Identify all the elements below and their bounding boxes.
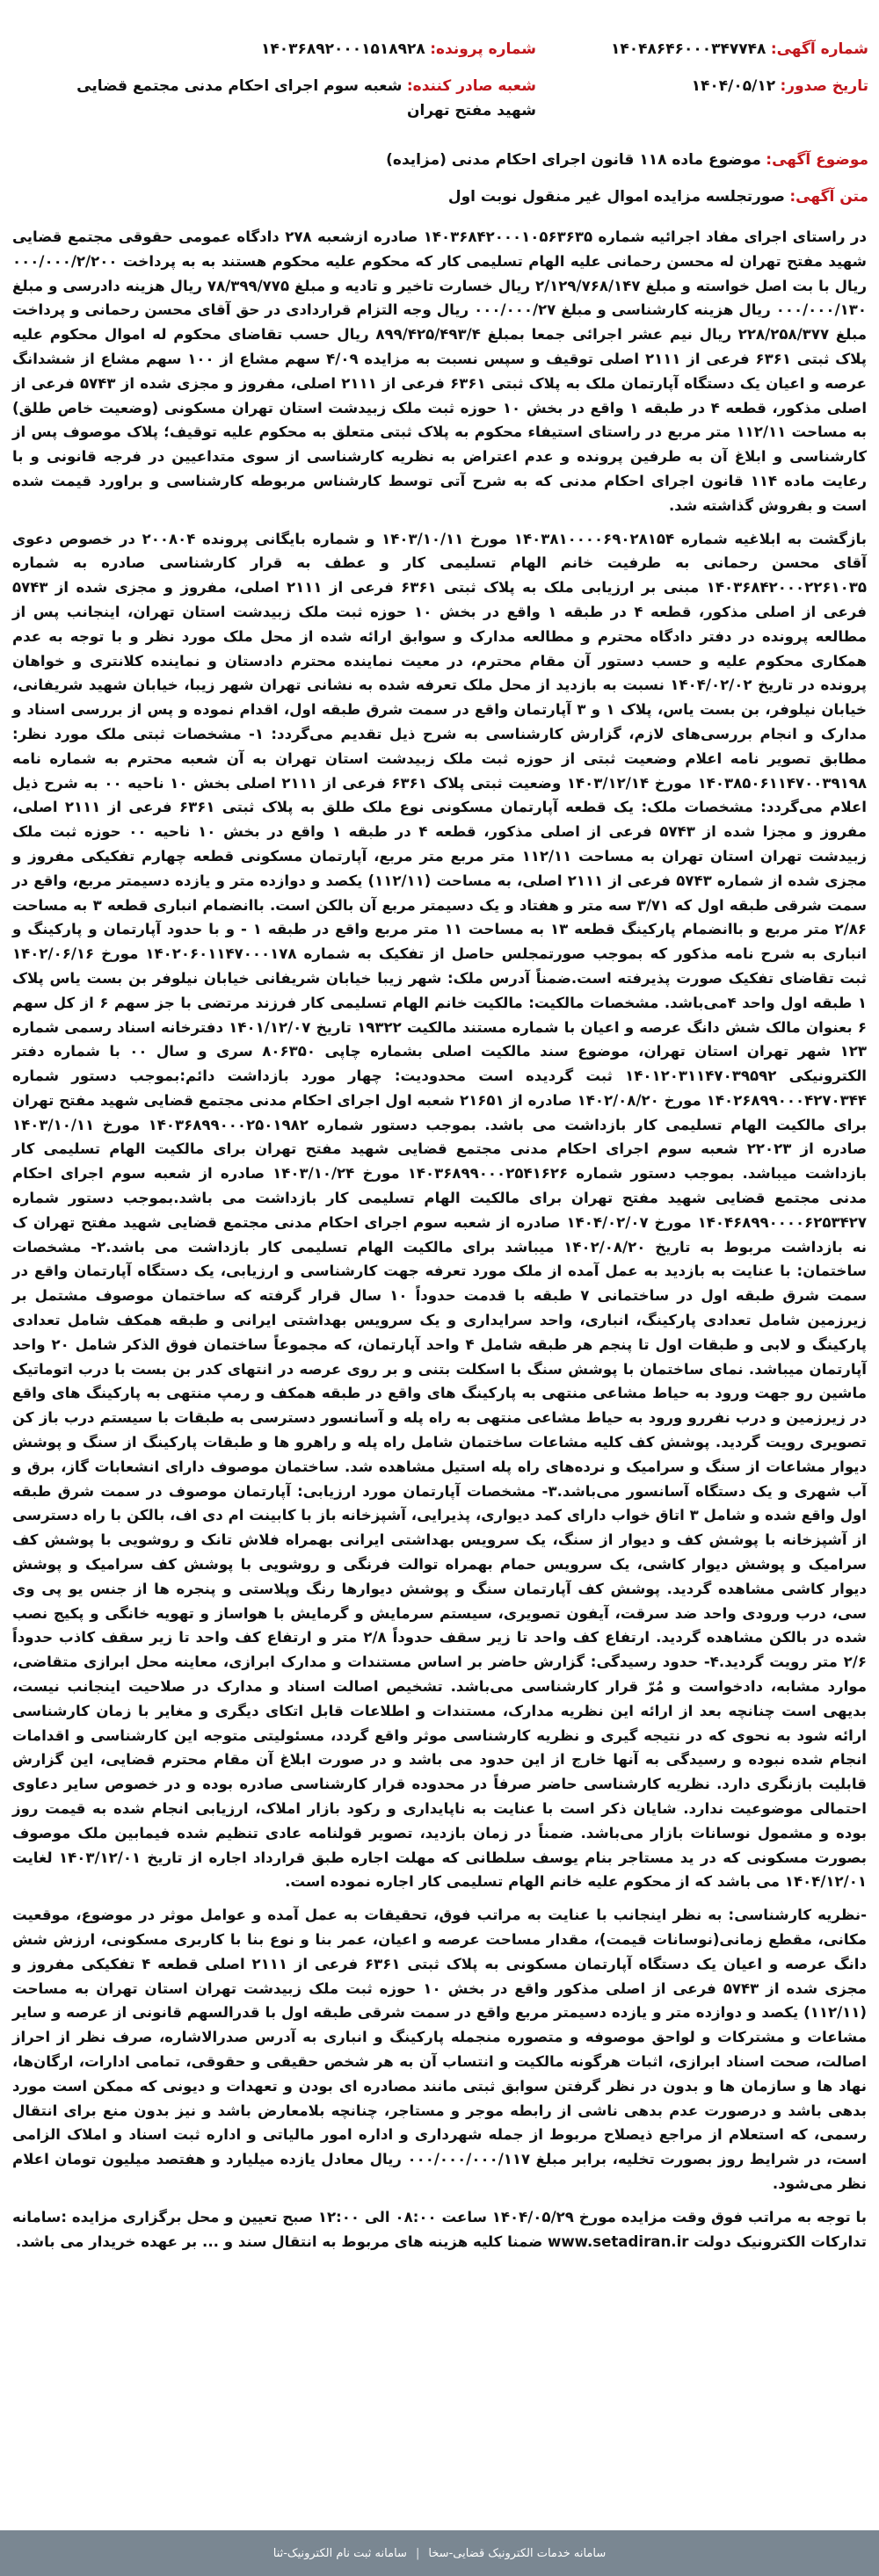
- subject-label: موضوع آگهی:: [766, 151, 868, 169]
- footer-link-sana[interactable]: سامانه ثبت نام الکترونیک-ثنا: [272, 2546, 407, 2560]
- issue-date-row: [692, 74, 868, 98]
- text-label: متن آگهی:: [789, 188, 868, 206]
- paragraph-enforcement: در راستای اجرای مفاد اجرائیه شماره ۱۴۰۳۶۸۴۲۰۰۰۱۰۵۶۳۶۳۵ صادره ازشعبه ۲۷۸ دادگاه عمومی حقوقی مجتمع قضایی شهید مفتح تهران له محسن رحمانی علیه الهام تسلیمی کار که محکوم علیه محکوم هستند به به پرداخت ۰۰۰/۰۰۰/۲/۲۰۰ ریال با بت اصل خواسته و مبلغ ۲/۱۲۹/۷۶۸/۱۴۷ ریال خسارت تاخیر و تادیه و مبلغ ۷۸/۳۹۹/۷۷۵ ریال هزینه دادرسی و مبلغ ۰۰۰/۰۰۰/۱۳۰ ریال هزینه کارشناسی و مبلغ ۰۰۰/۰۰۰/۲۷ ریال وجه التزام قراردادی در حق آقای محسن رحمانی و پرداخت مبلغ ۲۲۸/۲۵۸/۳۷۷ ریال نیم عشر اجرائی جمعا بمبلغ ۸۹۹/۴۲۵/۴۹۳/۴ ریال حسب تقاضای محکوم له اموال محکوم علیه پلاک ثبتی ۶۳۶۱ فرعی از ۲۱۱۱ اصلی توقیف و سپس نسبت به مزایده ۴/۰۹ سهم مشاع از ۱۰۰ سهم مشاع از ششدانگ عرصه و اعیان یک دستگاه آپارتمان ملک به پلاک ثبتی ۶۳۶۱ فرعی از ۲۱۱۱ اصلی، مفروز و مجزی شده از ۵۷۴۳ فرعی از اصلی مذکور، قطعه ۴ در طبقه ۱ واقع در بخش ۱۰ حوزه ثبت ملک زبیدشت استان تهران مسکونی (وضعیت خاص طلق) به مساحت ۱۱۲/۱۱ متر مربع در راستای استیفاء محکوم به پلاک ثبتی متعلق به محکوم علیه توقیف؛ پلاک موصوف پس از کارشناسی و ابلاغ آن به طرفین پرونده و عدم اعتراض به نظریه کارشناسی از سوی متداعیین در فرجه قانونی و با رعایت ماده ۱۱۴ قانون اجرای احکام مدنی که به شرح آتی توسط کارشناس مربوطه کارشناسی و براورد قیمت شده است و بفروش گذاشته شد.: [12, 228, 868, 514]
- text-title: صورتجلسه مزایده اموال غیر منقول نوبت اول: [447, 188, 785, 206]
- paragraph-expert-opinion: -نظریه کارشناسی: به نظر اینجانب با عنایت به مراتب فوق، تحقیقات به عمل آمده و عوامل موثر در موضوع، موقعیت مکانی، مقطع زمانی(نوسانات قیمت)، مقدار مساحت عرصه و اعیان، عمر بنا و نوع بنا با کاربری مسکونی، ارزش شش دانگ عرصه و اعیان یک دستگاه آپارتمان مسکونی به پلاک ثبتی ۶۳۶۱ فرعی از ۲۱۱۱ اصلی قطعه ۴ تفکیکی مفروز و مجزی شده از ۵۷۴۳ فرعی از اصلی مذکور واقع در بخش ۱۰ حوزه ثبت ملک زبیدشت تهران استان تهران به مساحت (۱۱۲/۱۱) یکصد و دوازده متر و یازده دسیمتر مربع واقع در سمت شرقی طبقه اول با قدرالسهم قانونی از عرصه و سایر مشاعات و مشترکات و لواحق موصوفه و متصوره منجمله پارکینگ و انباری به آدرس صدرالاشاره، صرف نظر از احراز اصالت، صحت اسناد ابرازی، اثبات هرگونه مالکیت و انتساب آن به هر شخص حقیقی و حقوقی، تمامی ادارات، ارگان‌ها، نهاد ها و سازمان ها و بدون در نظر گرفتن سوابق ثبتی مانند مصادره ای بودن و تعهدات و دیونی که ممکن است مورد بدهی باشد و درصورت عدم بدهی ناشی از رابطه موجر و مستاجر، چنانچه بلامعارض باشد و نیز بدون منع برای انتقال رسمی، که استعلام از مراجع ذیصلاح مربوط از جمله شهرداری و اداره امور مالیاتی و اداره ثبت اسناد و املاک الزامی است، در شرایط روز بصورت تخلیه، برابر مبلغ ۰۰۰/۰۰۰/۰۰۰/۱۱۷ ریال معادل یازده میلیارد و هفتصد میلیون تومان اعلام نظر می‌شود.: [12, 1907, 867, 2192]
- notice-header: [0, 0, 879, 206]
- issuer-label: شعبه صادر کننده:: [406, 77, 536, 95]
- issue-date-label: تاریخ صدور:: [780, 77, 868, 95]
- footer-bar: [0, 2530, 879, 2576]
- case-number-row: [261, 37, 536, 62]
- case-number-label: شماره پرونده:: [430, 40, 536, 58]
- issue-date-value: ۱۴۰۴/۰۵/۱۲: [691, 77, 776, 95]
- footer-separator: |: [415, 2546, 420, 2560]
- case-number-value: ۱۴۰۳۶۸۹۲۰۰۰۱۵۱۸۹۲۸: [261, 40, 425, 58]
- ad-number-value: ۱۴۰۴۸۶۴۶۰۰۰۳۴۷۷۴۸: [611, 40, 766, 58]
- notice-body: [12, 225, 867, 2262]
- issuer-value: شعبه سوم اجرای احکام مدنی مجتمع قضایی شهید مفتح تهران: [76, 77, 536, 119]
- paragraph-expert-report: بازگشت به ابلاغیه شماره ۱۴۰۳۸۱۰۰۰۰۶۹۰۲۸۱۵۴ مورخ ۱۴۰۳/۱۰/۱۱ و شماره بایگانی پرونده ۲۰۰۸۰۴ در خصوص دعوی آقای محسن رحمانی به طرفیت خانم الهام تسلیمی کار و عطف به قرار کارشناسی صادره به شماره ۱۴۰۳۶۸۴۲۰۰۰۲۲۶۱۰۳۵ مبنی بر ارزیابی ملک به پلاک ثبتی ۶۳۶۱ فرعی از ۲۱۱۱ اصلی، مفروز و مجزی شده از ۵۷۴۳ فرعی از اصلی مذکور، قطعه ۴ در طبقه ۱ واقع در بخش ۱۰ حوزه ثبت ملک زبیدشت استان تهران، اینجانب پس از مطالعه پرونده در دفتر دادگاه محترم و مطالعه مدارک و سوابق ارائه شده از محل ملک مورد نظر و با توجه به عدم همکاری محکوم علیه و حسب دستور آن مقام محترم، در معیت نماینده محترم دادستان و نماینده کلانتری و خواهان پرونده در تاریخ ۱۴۰۴/۰۲/۰۲ نسبت به بازدید از محل ملک تعرفه شده به نشانی تهران شهر زیبا، خیابان شهید شریفانی، خیابان نیلوفر، بن بست یاس، پلاک ۱ و ۳ آپارتمان واقع در سمت شرق طبقه اول، اقدام نموده و پس از بررسی اسناد و مدارک و انجام بررسی‌های لازم، گزارش کارشناسی به شرح ذیل تقدیم می‌گردد: ۱- مشخصات ثبتی ملک مورد نظر: مطابق تصویر نامه اعلام وضعیت ثبتی از حوزه ثبت ملک زبیدشت استان تهران به آن شعبه محترم به شماره نامه ۱۴۰۳۸۵۰۶۱۱۴۷۰۰۳۹۱۹۸ مورخ ۱۴۰۳/۱۲/۱۴ وضعیت ثبتی پلاک ۶۳۶۱ فرعی از ۲۱۱۱ اصلی بخش ۱۰ ناحیه ۰۰ به شرح ذیل اعلام می‌گردد: مشخصات ملک: یک قطعه آپارتمان مسکونی نوع ملک طلق به پلاک ثبتی ۶۳۶۱ فرعی از ۲۱۱۱ اصلی، مفروز و مجزا شده از ۵۷۴۳ فرعی از اصلی مذکور، قطعه ۴ در طبقه ۱ واقع در بخش ۱۰ ناحیه ۰۰ حوزه ثبت ملک زبیدشت تهران استان تهران به مساحت ۱۱۲/۱۱ متر مربع متر مربع، آپارتمان مسکونی قطعه چهارم تفکیکی مفروز و مجزی شده از شماره ۵۷۴۳ فرعی از ۲۱۱۱ اصلی، به مساحت (۱۱۲/۱۱) یکصد و دوازده متر و یازده دسیمتر مربع، واقع در سمت شرقی طبقه اول که ۳/۷۱ سه متر و هفتاد و یک دسیمتر مربع آن بالکن است. باانضمام انباری قطعه ۳ به مساحت ۲/۸۶ متر مربع و باانضمام پارکینگ قطعه ۱۳ به مساحت ۱۱ متر مربع واقع در طبقه ۱ - و با حدود آپارتمان و پارکینگ و انباری به شرح نامه مذکور که بموجب صورتمجلس حاصل از تفکیک به شماره ۱۴۰۲۰۶۰۱۱۴۷۰۰۰۱۷۸ مورخ ۱۴۰۲/۰۶/۱۶ ثبت تقاضای تفکیک صورت پذیرفته است.ضمناً آدرس ملک: شهر زیبا خیابان شریفانی خیابان نیلوفر بن بست یاس پلاک ۱ طبقه اول واحد ۴می‌باشد. مشخصات مالکیت: مالکیت خانم الهام تسلیمی کار فرزند مرتضی با جز سهم ۶ از کل سهم ۶ بعنوان مالک شش دانگ عرصه و اعیان با شماره مستند مالکیت ۱۹۳۲۲ تاریخ ۱۴۰۱/۱۲/۰۷ دفترخانه اسناد رسمی شماره ۱۲۳ شهر تهران استان تهران، موضوع سند مالکیت اصلی بشماره چاپی ۸۰۶۳۵۰ سری و سال ۰۰ با شماره دفتر الکترونیکی ۱۴۰۱۲۰۳۱۱۴۷۰۳۹۵۹۲ ثبت گردیده است محدودیت: چهار مورد بازداشت دائم:بموجب دستور شماره ۱۴۰۲۶۸۹۹۰۰۰۴۲۷۰۳۴۴ مورخ ۱۴۰۲/۰۸/۲۰ صادره از ۲۱۶۵۱ شعبه اول اجرای احکام مدنی مجتمع قضایی شهید مفتح تهران برای مالکیت الهام تسلیمی کار بازداشت می باشد. بموجب دستور شماره ۱۴۰۳۶۸۹۹۰۰۰۲۵۰۱۹۸۲ مورخ ۱۴۰۳/۱۰/۱۱ صادره از ۲۲۰۲۳ شعبه سوم اجرای احکام مدنی مجتمع قضایی شهید مفتح تهران برای مالکیت الهام تسلیمی کار بازداشت میباشد. بموجب دستور شماره ۱۴۰۳۶۸۹۹۰۰۰۲۵۴۱۶۲۶ مورخ ۱۴۰۳/۱۰/۲۴ صادره از شعبه سوم اجرای احکام مدنی مجتمع قضایی شهید مفتح تهران برای مالکیت الهام تسلیمی کار بازداشت می باشد.بموجب دستور شماره ۱۴۰۴۶۸۹۹۰۰۰۰۶۲۵۳۴۲۷ مورخ ۱۴۰۴/۰۲/۰۷ صادره از شعبه سوم اجرای احکام مدنی مجتمع قضایی شهید مفتح تهران ک نه بازداشت مربوط به تاریخ ۱۴۰۲/۰۸/۲۰ میباشد برای مالکیت الهام تسلیمی کار بازداشت می باشد.۲- مشخصات ساختمان: با عنایت به بازدید به عمل آمده از ملک مورد تعرفه جهت کارشناسی و ارزیابی، یک دستگاه آپارتمان واقع در سمت شرق طبقه اول در ساختمانی ۷ طبقه با قدمت حدوداً ۱۰ سال قرار گرفته که ساختمان موصوف مشتمل بر زیرزمین شامل تعدادی پارکینگ، انباری، واحد سرایداری و یک سرویس بهداشتی ایرانی و طبقه همکف شامل تعدادی پارکینگ و لابی و طبقات اول تا پنجم هر طبقه شامل ۴ واحد آپارتمان، که مجموعاً ساختمان فوق الذکر شامل ۲۰ واحد آپارتمان میباشد. نمای ساختمان با پوشش سنگ با اسکلت بتنی و بر روی عرصه در انتهای کدر بن بست با درب اتوماتیک ماشین رو جهت ورود به حیاط مشاعی منتهی به پارکینگ های واقع در طبقه همکف و رمپ منتهی به پارکینگ های واقع در زیرزمین و درب نفررو ورود به حیاط مشاعی منتهی به راه پله و آسانسور دسترسی به طبقات با سیستم درب باز کن تصویری رویت گردید. پوشش کف کلیه مشاعات ساختمان شامل راه پله و راهرو ها و طبقات پارکینگ از سنگ و پوشش دیوار مشاعات از سنگ و سرامیک و نرده‌های راه پله استیل مشاهده شد. ساختمان موصوف دارای انشعابات گاز، برق و آب شهری و یک دستگاه آسانسور می‌باشد.۳- مشخصات آپارتمان مورد ارزیابی: آپارتمان موصوف در سمت شرق طبقه اول واقع شده و شامل ۳ اتاق خواب دارای کمد دیواری، پذیرایی، آشپزخانه باز با کابینت ام دی اف، بالکن با راه دسترسی از آشپزخانه با پوشش کف و دیوار از سنگ، یک سرویس بهداشتی ایرانی بهمراه فلاش تانک و روشویی با پوشش کف سرامیک و پوشش دیوار کاشی، یک سرویس حمام بهمراه توالت فرنگی و روشویی با پوشش کف سرامیک و پوشش دیوار کاشی مشاهده گردید. پوشش کف آپارتمان سنگ و پوشش دیوارها رنگ وپلاستی و پنجره ها از جنس یو پی وی سی، درب ورودی واحد ضد سرقت، آیفون تصویری، سیستم سرمایش و گرمایش با هواساز و تهویه خانگی و پکیج نصب شده در بالکن مشاهده گردید. ارتفاع کف واحد تا زیر سقف حدوداً ۲/۸ متر و ارتفاع کف واحد تا زیر سقف کاذب حدوداً ۲/۶ متر رویت گردید.۴- حدود رسیدگی: گزارش حاضر بر اساس مستندات و مدارک ابرازی، معاینه محل ابرازی متقاضی، موارد مشابه، دادخواست و مُرّ قرار کارشناسی می‌باشد. تشخیص اصالت اسناد و مدارک در صلاحیت اینجانب نیست، بدیهی است چنانچه بعد از ارائه این نظریه مدارک، مستندات و اطلاعات قابل اتکای دیگری و مغایر با زمان کارشناسی ارائه شود به نحوی که در نتیجه گیری و نظریه کارشناسی موثر واقع گردد، مسئولیتی متوجه این کارشناسی و اقدامات انجام شده نبوده و رسیدگی به آنها خارج از این حدود می باشد و در صورت ابلاغ آن مقام محترم قضایی، این گزارش قابلیت بازنگری دارد. نظریه کارشناسی حاضر صرفاً در محدوده قرار کارشناسی صادره بوده و در خصوص سایر دعاوی احتمالی موضوعیت ندارد. شایان ذکر است با عنایت به ناپایداری و رکود بازار املاک، ارزیابی انجام شده به قیمت روز بوده و مشمول نوسانات بازار می‌باشد. ضمناً در زمان بازدید، تصویر قولنامه عادی تنظیم شده فیمابین ملک موصوف بصورت مسکونی که در ید مستاجر بنام یوسف سلطانی که مهلت اجاره طبق قرارداد اجاره از تاریخ ۱۴۰۳/۱۲/۰۱ لغایت ۱۴۰۴/۱۲/۰۱ می باشد که از محکوم علیه خانم الهام تسلیمی کار اجاره نموده است.: [12, 530, 868, 1891]
- ad-number-row: [611, 37, 868, 62]
- ad-number-label: شماره آگهی:: [770, 40, 868, 58]
- subject-row: [386, 148, 868, 172]
- text-title-row: [448, 185, 868, 209]
- subject-value: موضوع ماده ۱۱۸ قانون اجرای احکام مدنی (مزایده): [386, 151, 761, 169]
- issuer-row: [44, 74, 536, 123]
- paragraph-auction-time: با توجه به مراتب فوق وقت مزایده مورخ ۱۴۰۴/۰۵/۲۹ ساعت ۰۸:۰۰ الی ۱۲:۰۰ صبح تعیین و محل برگزاری مزایده :سامانه تدارکات الکترونیک دولت www.setadiran.ir ضمنا کلیه هزینه های مربوط به انتقال سند و ... بر عهده خریدار می باشد.: [12, 2208, 867, 2250]
- footer-link-sakha[interactable]: سامانه خدمات الکترونیک قضایی-سخا: [428, 2546, 607, 2560]
